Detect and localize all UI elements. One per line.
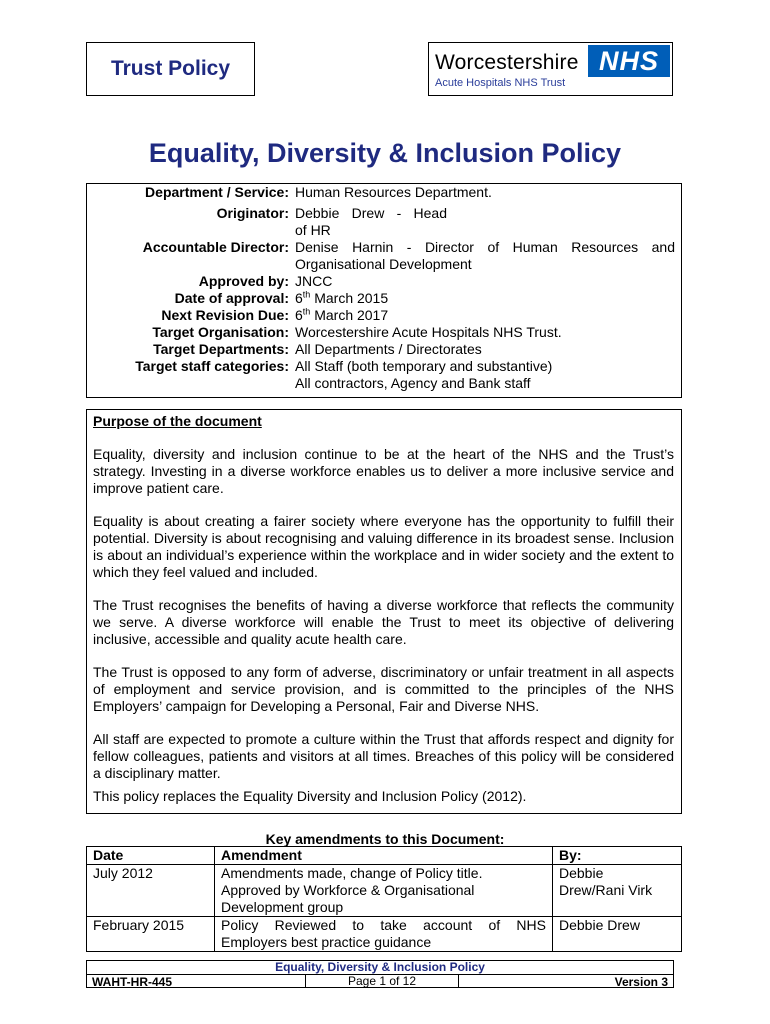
author-line: Debbie — [559, 865, 604, 881]
logo-name: Worcestershire — [435, 51, 579, 74]
amendment-text — [215, 865, 553, 917]
amendment-author — [553, 865, 682, 917]
column-header-by: By: — [553, 847, 682, 865]
page-title: Equality, Diversity & Inclusion Policy — [148, 138, 622, 168]
amendments-table — [86, 846, 682, 952]
trust-policy-label: Trust Policy — [86, 42, 255, 96]
purpose-paragraph: All staff are expected to promote a culture within the Trust that affords respect and dignity for fellow colleagues, patients and visitors at all times. Breaches of this policy will be considered a disciplinary matter. — [93, 731, 674, 781]
amendment-line: Employers best practice guidance — [221, 934, 432, 950]
meta-label: Target Organisation: — [152, 324, 289, 340]
purpose-paragraph: Equality, diversity and inclusion continue to be at the heart of the NHS and the Trust’s strategy. Investing in a diverse workforce enables us to deliver a more inclusive service and improve patient care. — [93, 446, 674, 496]
meta-value-line: All contractors, Agency and Bank staff — [295, 375, 531, 391]
date-day: 6 — [295, 307, 303, 323]
date-rest: March 2017 — [310, 307, 389, 323]
author-line: Drew/Rani Virk — [559, 882, 653, 898]
meta-value-line: All Staff (both temporary and substantive) — [295, 358, 553, 374]
document-meta-table — [86, 183, 682, 398]
date-suffix: th — [302, 289, 311, 300]
meta-label: Target staff categories: — [135, 358, 289, 374]
date-rest: March 2015 — [310, 290, 389, 306]
amendment-line: Amendments made, change of Policy title. — [221, 865, 483, 881]
purpose-paragraph: The Trust is opposed to any form of adverse, discriminatory or unfair treatment in all aspects of employment and service provision, and is committed to the principles of the NHS Employers’ campaign for Developing a Personal, Fair and Diverse NHS. — [93, 664, 674, 714]
date-suffix: th — [302, 306, 311, 317]
meta-label: Department / Service: — [145, 184, 289, 200]
meta-value: JNCC — [295, 273, 333, 289]
meta-label: Originator: — [216, 205, 289, 221]
amendment-line: Policy Reviewed to take account of NHS — [221, 917, 546, 933]
meta-value-line: Debbie Drew - Head — [295, 205, 447, 221]
column-header-amendment: Amendment — [215, 847, 553, 865]
nhs-logo-icon: NHS — [588, 45, 670, 77]
footer-reference: WAHT-HR-445 — [92, 975, 173, 989]
meta-label: Date of approval: — [174, 290, 289, 306]
footer-title: Equality, Diversity & Inclusion Policy — [275, 960, 485, 974]
meta-value: Human Resources Department. — [295, 184, 492, 200]
date-day: 6 — [295, 290, 303, 306]
amendment-line: Approved by Workforce & Organisational — [221, 882, 475, 898]
purpose-paragraph: The Trust recognises the benefits of having a diverse workforce that reflects the community we serve. A diverse workforce will enable the Trust to meet its objective of delivering inclusive, accessible and quality acute health care. — [93, 597, 674, 647]
meta-label: Accountable Director: — [142, 239, 289, 255]
amendment-date: July 2012 — [87, 865, 215, 917]
table-header-row — [87, 847, 682, 865]
meta-value-line: of HR — [295, 222, 331, 238]
meta-value — [295, 307, 675, 324]
meta-value — [295, 290, 675, 307]
author-line: Debbie Drew — [559, 917, 640, 933]
amendment-text — [215, 917, 553, 952]
meta-label: Target Departments: — [153, 341, 289, 357]
meta-value-line: Organisational Development — [295, 256, 472, 272]
amendment-line: Development group — [221, 899, 344, 915]
meta-value: All Departments / Directorates — [295, 341, 482, 357]
table-row — [87, 865, 682, 917]
meta-value-line: Denise Harnin - Director of Human Resources and — [295, 239, 675, 255]
meta-value — [295, 239, 675, 273]
logo-subtitle: Acute Hospitals NHS Trust — [435, 77, 566, 89]
purpose-paragraph: Equality is about creating a fairer society where everyone has the opportunity to fulfill their potential. Diversity is about recognising and valuing difference in its broadest sense. Inclusion is about an individual’s experience within the workplace and in wider society and the extent to which they feel valued and included. — [93, 513, 674, 580]
amendment-author — [553, 917, 682, 952]
column-header-date: Date — [87, 847, 215, 865]
purpose-section — [86, 409, 682, 814]
meta-value — [295, 358, 675, 392]
meta-value: Worcestershire Acute Hospitals NHS Trust. — [295, 324, 562, 340]
footer-version: Version 3 — [614, 975, 668, 989]
amendments-title: Key amendments to this Document: — [265, 831, 505, 847]
amendment-date: February 2015 — [87, 917, 215, 952]
meta-label: Approved by: — [198, 273, 289, 289]
page-footer — [86, 960, 674, 988]
footer-page-number: Page 1 of 12 — [305, 974, 459, 988]
trust-logo — [428, 42, 673, 96]
purpose-heading: Purpose of the document — [93, 413, 262, 429]
meta-label: Next Revision Due: — [161, 307, 289, 323]
purpose-closing: This policy replaces the Equality Diversity and Inclusion Policy (2012). — [93, 788, 527, 804]
meta-value — [295, 205, 447, 239]
table-row — [87, 917, 682, 952]
